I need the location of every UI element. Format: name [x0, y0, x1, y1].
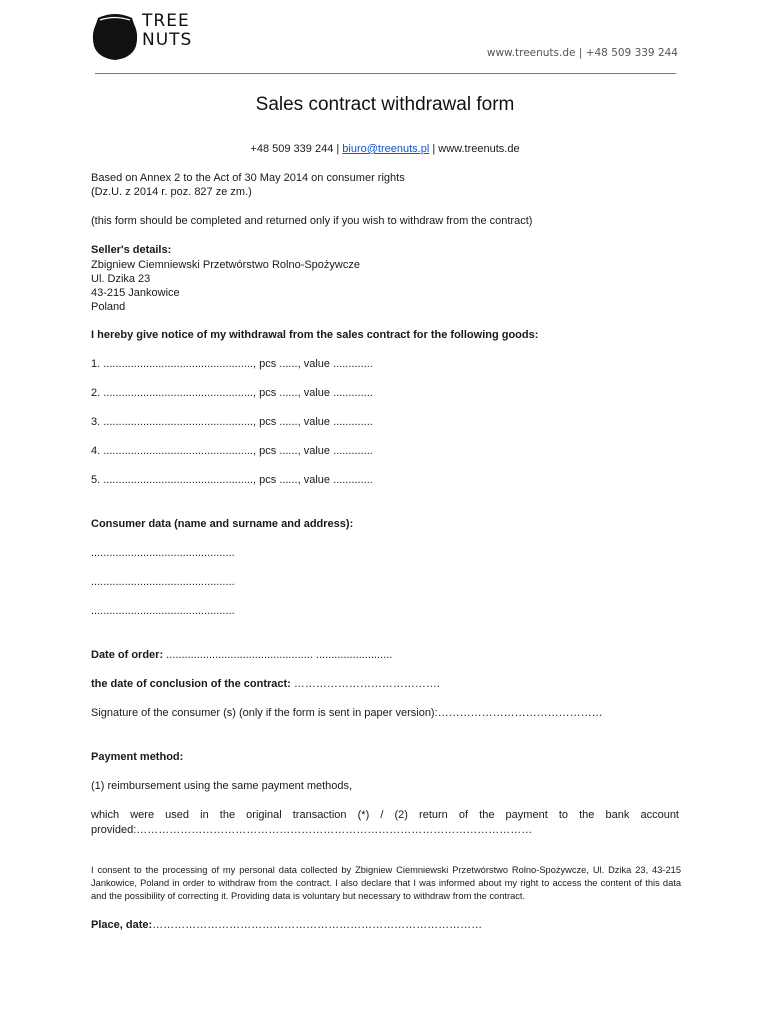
seller-line: Zbigniew Ciemniewski Przetwórstwo Rolno-Spożywcze — [91, 259, 360, 271]
seller-line: Ul. Dzika 23 — [91, 273, 151, 285]
seller-line: Poland — [91, 301, 126, 313]
contact-phone: +48 509 339 244 | — [250, 143, 343, 155]
signature-line[interactable]: Signature of the consumer (s) (only if the form is sent in paper version):……………………………………… — [91, 707, 603, 719]
legal-basis-line-1: Based on Annex 2 to the Act of 30 May 2014 on consumer rights — [91, 172, 405, 184]
seller-heading: Seller's details: — [91, 244, 172, 256]
goods-line[interactable]: 3. ................................................., pcs ......, value ............. — [91, 416, 373, 428]
payment-heading: Payment method: — [91, 751, 184, 763]
date-of-conclusion — [91, 677, 440, 692]
payment-option-2[interactable]: which were used in the original transaction (*) / (2) return of the payment to the bank account provided:……………………………………………………………………………………………… — [91, 809, 679, 836]
place-date-field[interactable]: ……………………………………………………………………………… — [152, 919, 483, 931]
email-link[interactable]: biuro@treenuts.pl — [342, 143, 430, 155]
consumer-line[interactable]: ............................................... — [91, 605, 235, 617]
consumer-line[interactable]: ............................................... — [91, 547, 235, 559]
nut-icon — [90, 12, 140, 62]
goods-line[interactable]: 2. ................................................., pcs ......, value ............. — [91, 387, 373, 399]
header-contact: www.treenuts.de | +48 509 339 244 — [486, 47, 678, 59]
header-divider — [95, 73, 676, 74]
logo-line-2: NUTS — [142, 30, 193, 50]
seller-line: 43-215 Jankowice — [91, 287, 180, 299]
consumer-heading: Consumer data (name and surname and address): — [91, 518, 354, 530]
legal-basis-line-2: (Dz.U. z 2014 r. poz. 827 ze zm.) — [91, 186, 252, 198]
payment-option-1: (1) reimbursement using the same payment methods, — [91, 780, 353, 792]
goods-line[interactable]: 1. ................................................., pcs ......, value ............. — [91, 358, 373, 370]
page-title: Sales contract withdrawal form — [255, 94, 515, 115]
consent-text: I consent to the processing of my personal data collected by Zbigniew Ciemniewski Przetwórstwo Rolno-Spożywcze, Ul. Dzika 23, 43-215 Jankowice, Poland in order to withdraw from the contract. I also declare that I was informed about my right to access the content of this data and the possibility of correcting it. Providing data is voluntary but necessary to withdraw from the contract. — [91, 865, 681, 901]
place-date-label: Place, date: — [91, 919, 153, 931]
logo-line-1: TREE — [142, 11, 190, 31]
notice-heading: I hereby give notice of my withdrawal from the sales contract for the following goods: — [91, 329, 539, 341]
place-date — [91, 918, 482, 933]
date-of-conclusion-field[interactable]: …………………………………. — [290, 678, 440, 690]
date-of-order-field[interactable]: ................................................ ......................... — [163, 649, 393, 661]
consumer-line[interactable]: ............................................... — [91, 576, 235, 588]
date-of-order — [91, 648, 392, 663]
contact-line — [0, 142, 770, 157]
date-of-order-label: Date of order: — [91, 649, 164, 661]
form-note: (this form should be completed and returned only if you wish to withdraw from the contract) — [91, 215, 533, 227]
goods-line[interactable]: 4. ................................................., pcs ......, value ............. — [91, 445, 373, 457]
logo-wordmark — [142, 12, 192, 50]
date-of-conclusion-label: the date of conclusion of the contract: — [91, 678, 291, 690]
goods-line[interactable]: 5. ................................................., pcs ......, value ............. — [91, 474, 373, 486]
contact-website: | www.treenuts.de — [429, 143, 520, 155]
